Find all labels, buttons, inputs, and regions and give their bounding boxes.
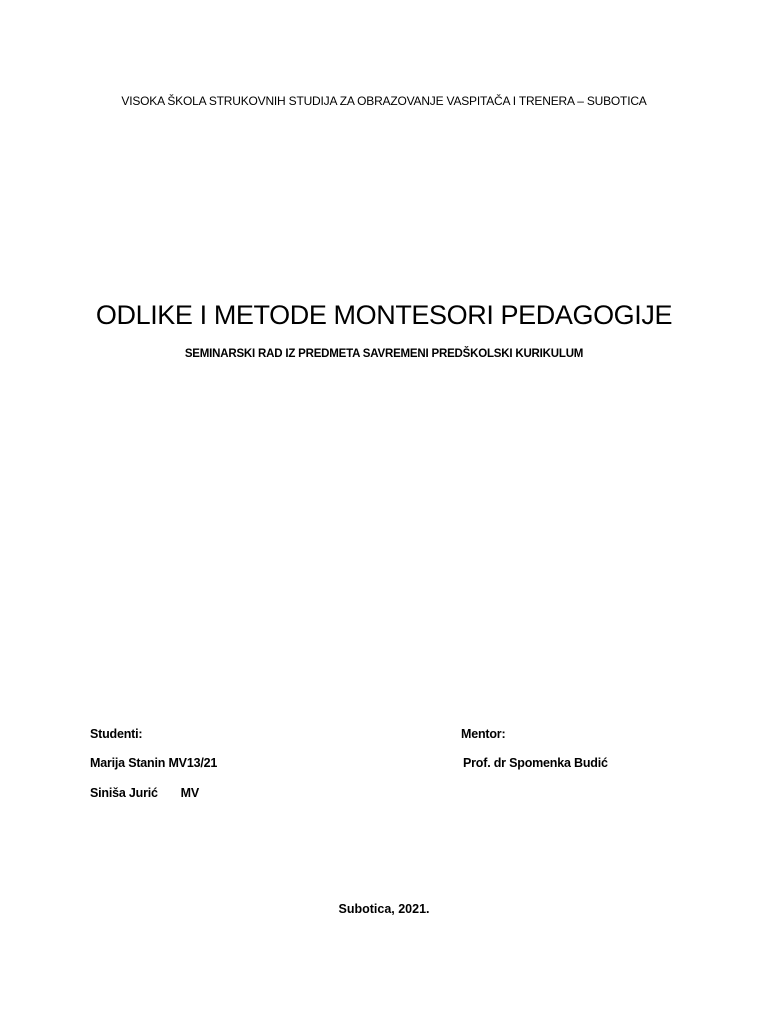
students-label: Studenti:: [90, 727, 143, 741]
student-name: Marija Stanin MV13/21: [90, 756, 218, 770]
document-subtitle: SEMINARSKI RAD IZ PREDMETA SAVREMENI PREDŠKOLSKI KURIKULUM: [184, 348, 584, 360]
place-and-date: Subotica, 2021.: [338, 902, 430, 916]
institution-header: VISOKA ŠKOLA STRUKOVNIH STUDIJA ZA OBRAZOVANJE VASPITAČA I TRENERA – SUBOTICA: [121, 94, 647, 108]
document-title: ODLIKE I METODE MONTESORI PEDAGOGIJE: [95, 300, 673, 330]
mentor-name: Prof. dr Spomenka Budić: [463, 756, 608, 770]
mentor-label: Mentor:: [461, 727, 506, 741]
student-name: Siniša Jurić MV: [90, 786, 200, 800]
